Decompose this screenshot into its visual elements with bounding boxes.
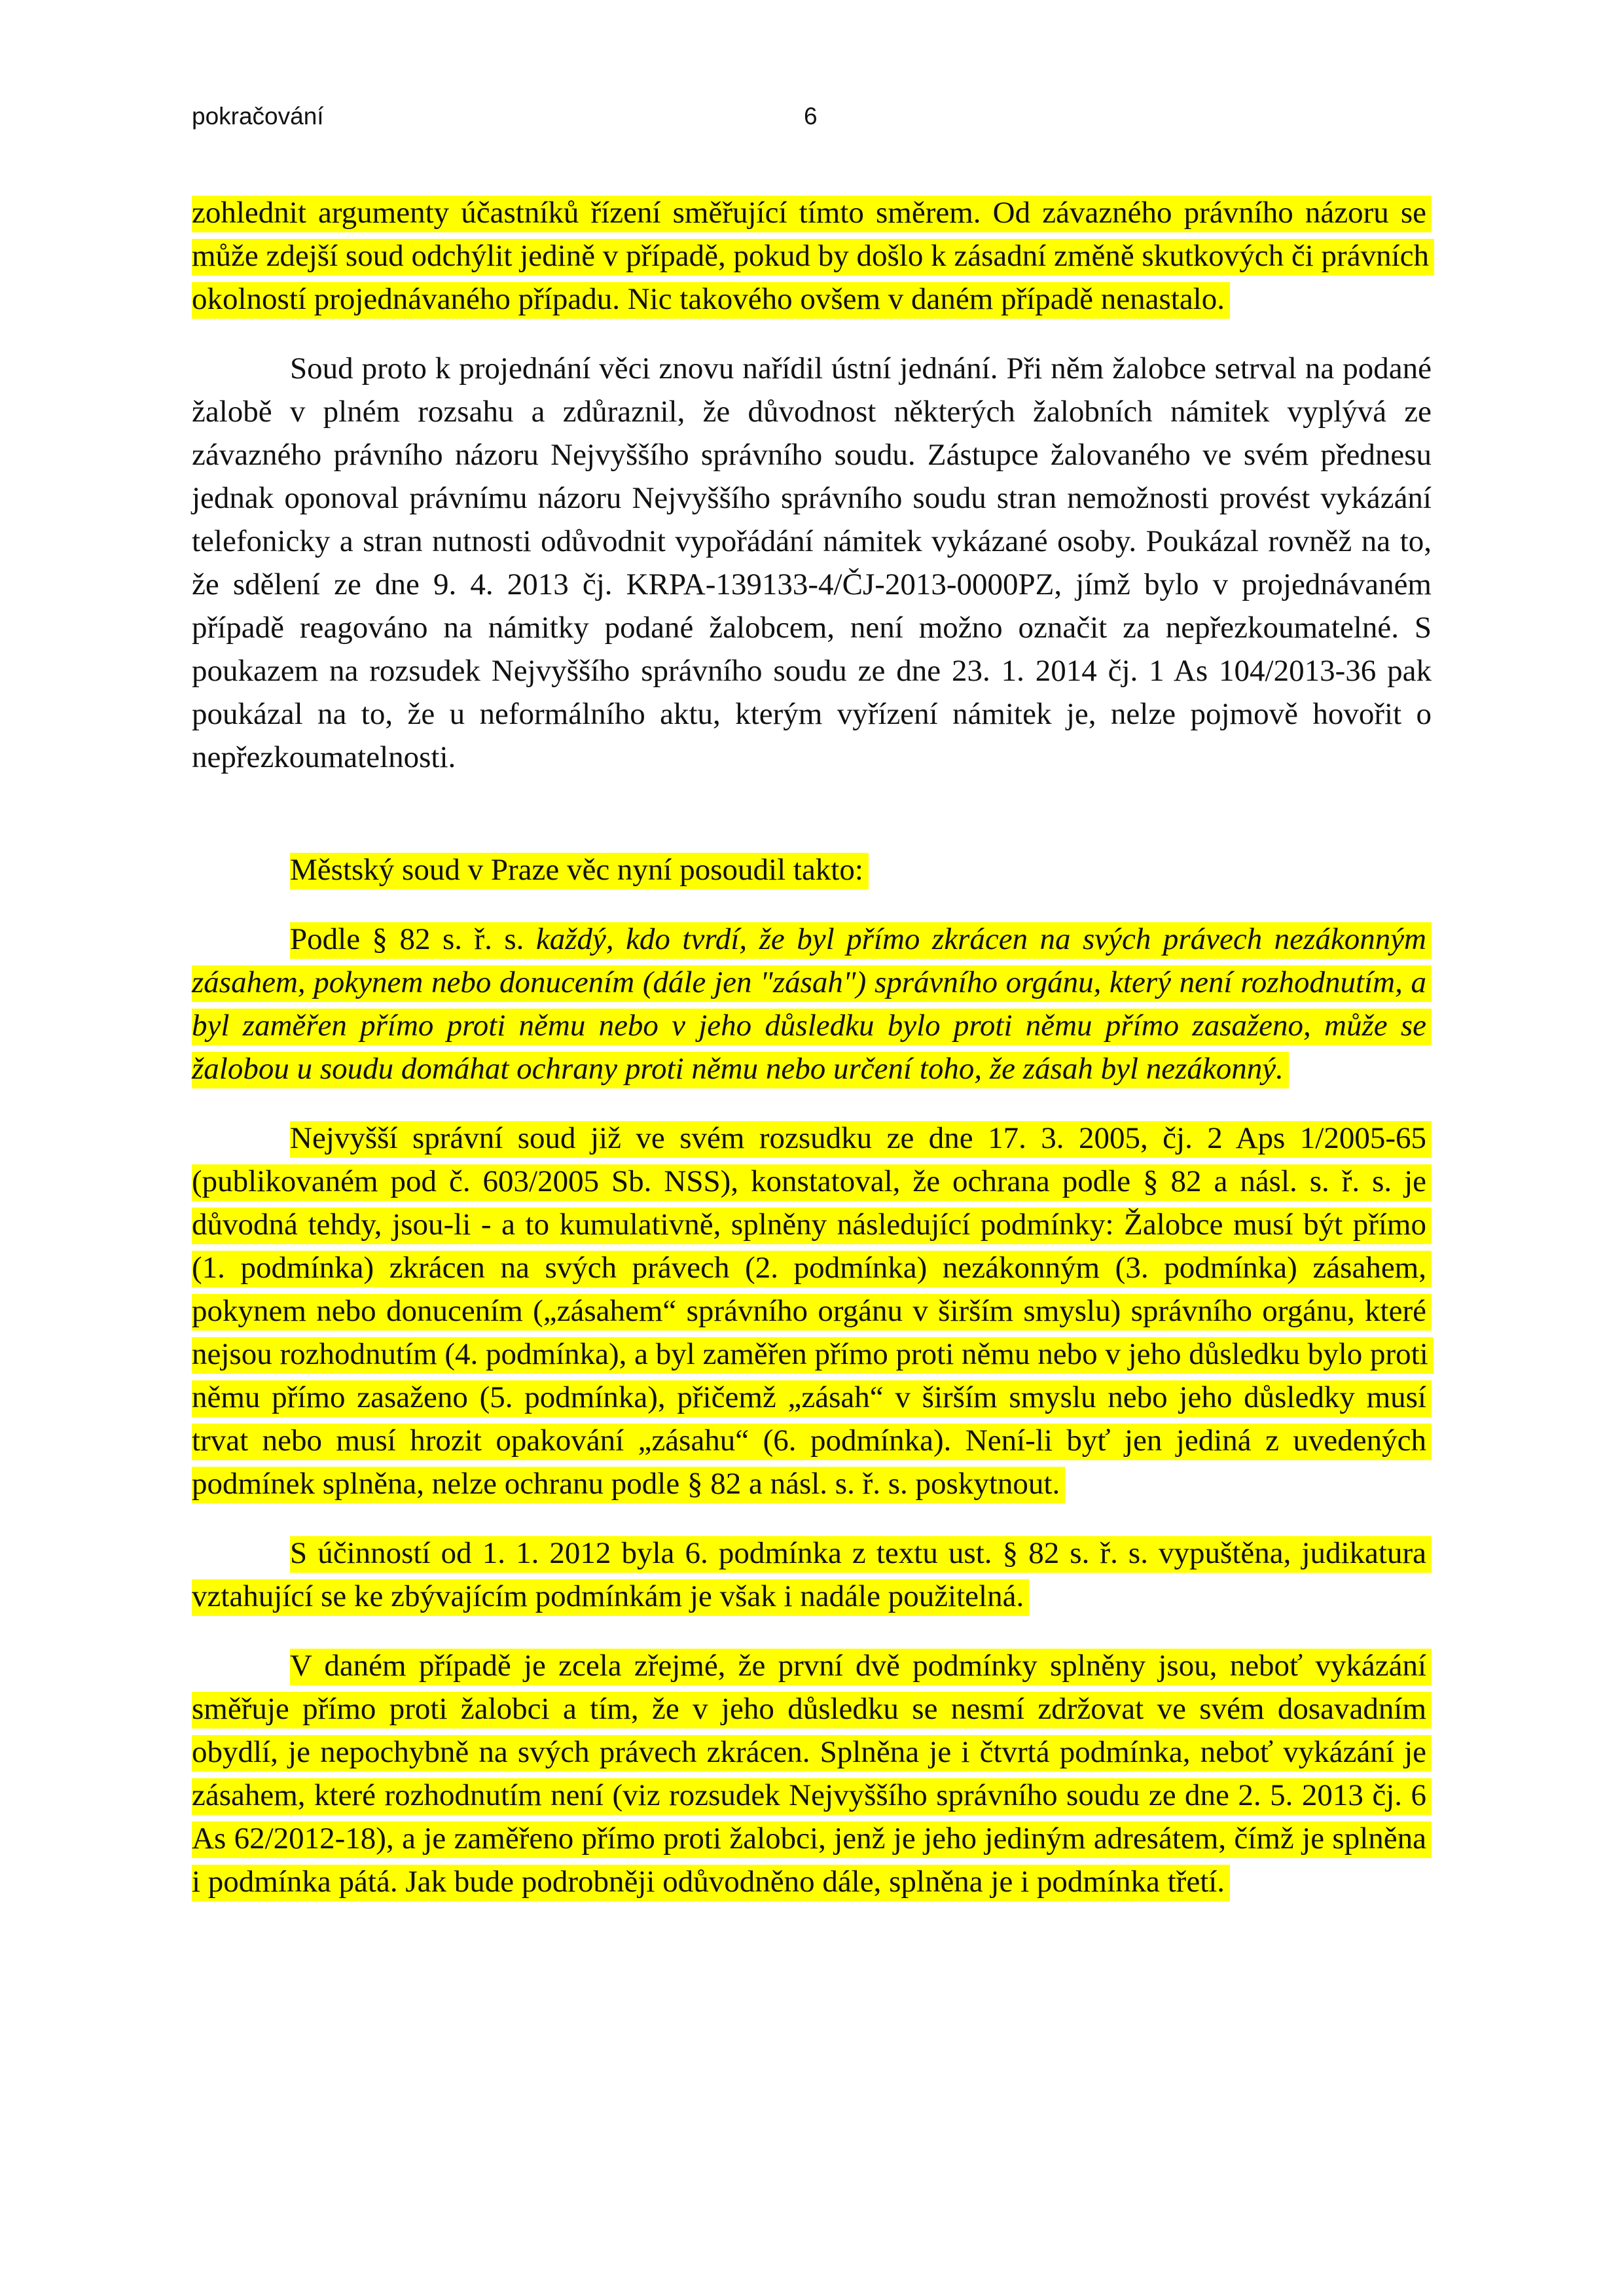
statute-reference: Podle § 82 s. ř. s. <box>290 922 536 956</box>
document-body <box>192 191 1432 1903</box>
highlighted-text: V daném případě je zcela zřejmé, že první dvě podmínky splněny jsou, neboť vykázání směřuje přímo proti žalobci a tím, že v jeho důsledku se nesmí zdržovat ve svém dosavadním obydlí, je nepochybně na svých právech zkrácen. Splněna je i čtvrtá podmínka, neboť vykázání je zásahem, které rozhodnutím není (viz rozsudek Nejvyššího správního soudu ze dne 2. 5. 2013 čj. 6 As 62/2012-18), a je zaměřeno přímo proti žalobci, jenž je jeho jediným adresátem, čímž je splněna i podmínka pátá. Jak bude podrobněji odůvodněno dále, splněna je i podmínka třetí. <box>192 1649 1432 1901</box>
header-label: pokračování <box>192 103 324 130</box>
highlighted-text: zohlednit argumenty účastníků řízení směřující tímto směrem. Od závazného právního názoru se může zdejší soud odchýlit jedině v případě, pokud by došlo k zásadní změně skutkových či právních okolností projednávaného případu. Nic takového ovšem v daném případě nenastalo. <box>192 196 1434 319</box>
paragraph-continuation <box>192 191 1432 321</box>
paragraph-court-assessment <box>192 848 1432 891</box>
highlighted-text: Nejvyšší správní soud již ve svém rozsudku ze dne 17. 3. 2005, čj. 2 Aps 1/2005-65 (publikovaném pod č. 603/2005 Sb. NSS), konstatoval, že ochrana podle § 82 a násl. s. ř. s. je důvodná tehdy, jsou-li - a to kumulativně, splněny následující podmínky: Žalobce musí být přímo (1. podmínka) zkrácen na svých právech (2. podmínka) nezákonným (3. podmínka) zásahem, pokynem nebo donucením („zásahem“ správního orgánu v širším smyslu) správního orgánu, které nejsou rozhodnutím (4. podmínka), a byl zaměřen přímo proti němu nebo v jeho důsledku bylo proti němu přímo zasaženo (5. podmínka), přičemž „zásah“ v širším smyslu nebo jeho důsledky musí trvat nebo musí hrozit opakování „zásahu“ (6. podmínka). Není-li byť jen jediná z uvedených podmínek splněna, nelze ochranu podle § 82 a násl. s. ř. s. poskytnout. <box>192 1121 1434 1503</box>
paragraph-conditions-met <box>192 1644 1432 1903</box>
highlighted-text: Městský soud v Praze věc nyní posoudil takto: <box>290 853 869 889</box>
paragraph-hearing: Soud proto k projednání věci znovu nařídil ústní jednání. Při něm žalobce setrval na podané žalobě v plném rozsahu a zdůraznil, že důvodnost některých žalobních námitek vyplývá ze závazného právního názoru Nejvyššího správního soudu. Zástupce žalovaného ve svém přednesu jednak oponoval právnímu názoru Nejvyššího správního soudu stran nemožnosti provést vykázání telefonicky a stran nutnosti odůvodnit vypořádání námitek vykázané osoby. Poukázal rovněž na to, že sdělení ze dne 9. 4. 2013 čj. KRPA-139133-4/ČJ-2013-0000PZ, jímž bylo v projednávaném případě reagováno na námitky podané žalobcem, není možno označit za nepřezkoumatelné. S poukazem na rozsudek Nejvyššího správního soudu ze dne 23. 1. 2014 čj. 1 As 104/2013-36 pak poukázal na to, že u neformálního aktu, kterým vyřízení námitek je, nelze pojmově hovořit o nepřezkoumatelnosti. <box>192 351 1432 774</box>
highlighted-text <box>192 922 1432 1088</box>
statute-quote: každý, kdo tvrdí, že byl přímo zkrácen na svých právech nezákonným zásahem, pokynem nebo donucením (dále jen "zásah") správního orgánu, který není rozhodnutím, a byl zaměřen přímo proti němu nebo v jeho důsledku bylo proti němu přímo zasaženo, může se žalobou u soudu domáhat ochrany proti němu nebo určení toho, že zásah byl nezákonný. <box>192 922 1426 1086</box>
page-header <box>192 97 846 136</box>
paragraph-statute-quote <box>192 918 1432 1090</box>
paragraph-amendment <box>192 1532 1432 1618</box>
page-number: 6 <box>804 103 818 130</box>
highlighted-text: S účinností od 1. 1. 2012 byla 6. podmínka z textu ust. § 82 s. ř. s. vypuštěna, judikatura vztahující se ke zbývajícím podmínkám je však i nadále použitelná. <box>192 1536 1432 1616</box>
paragraph-nss-conditions <box>192 1117 1432 1505</box>
